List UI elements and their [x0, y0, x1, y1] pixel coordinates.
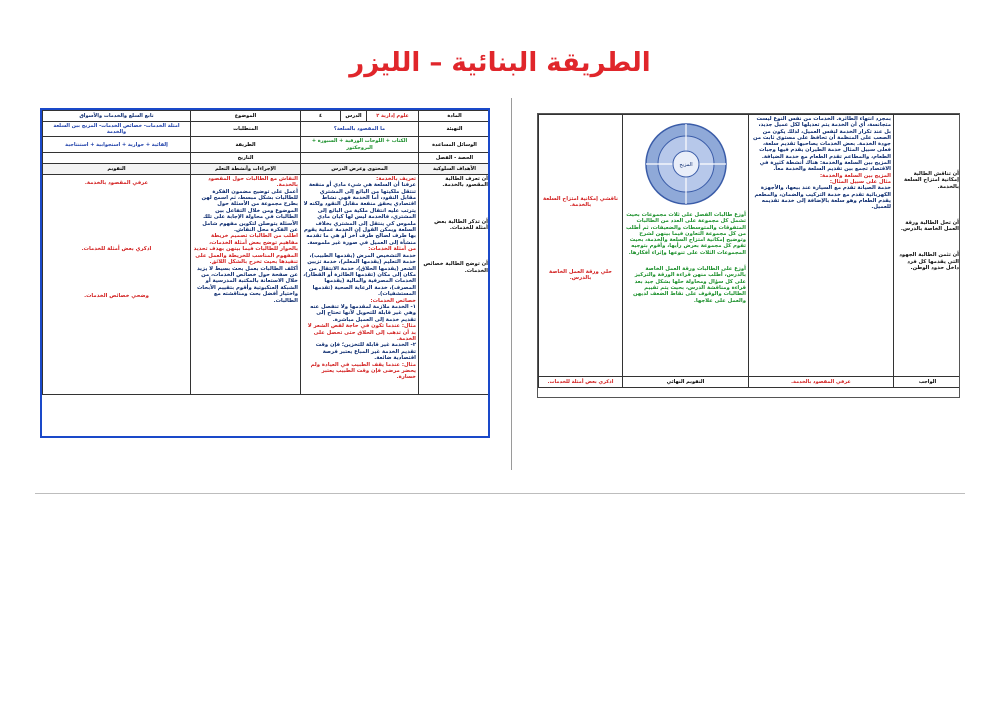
circle-label: المزيج	[678, 162, 693, 168]
lesson-plan-page-1	[40, 108, 490, 438]
objective-item: أن تذكر الطالبة بعض أمثلة للخدمات.	[434, 218, 488, 232]
page-title: الطريقة البنائية – الليزر	[349, 48, 651, 78]
procedure-item: أكلف الطالبات بعمل بحث بسيط لا يزيد عن صفحة حول خصائص الخدمات، من خلال الاستعانة بالمكتبة المدرسية أو الشبكة العنكبوتية وأقوم بتقييم الأبحاث واختيار أفضل بحث ومناقشته مع الطالبات.	[196, 265, 298, 304]
procedures-header: الإجراءات وأنشطة التعلم	[191, 163, 301, 174]
example-label: مثال على سبيل المثال:	[829, 178, 891, 185]
mixing-title: المزيج بين السلعة والخدمة:	[819, 172, 891, 179]
intro-value: ما المقصود بالسلعة؟	[301, 122, 419, 137]
procedures-text-2: أوزع على الطالبات ورقة العمل الخاصة بالدرس، أطلب منهن قراءة الورقة والتركيز على كل سؤال ومحاولة حلها بشكل جيد بعد قراءة ومناقشة الدرس، بحيث يتم تقييم الطالبات والوقوف على نقاط الضعف لديهن والعمل على علاجها.	[632, 266, 746, 304]
examples-title: من أمثلة الخدمات:	[368, 246, 416, 253]
evaluation-item: حلي ورقة العمل الخاصة بالدرس.	[549, 268, 612, 281]
page-divider	[511, 98, 512, 470]
objective-item: أن تناقش الطالبة إمكانية امتزاج السلعة بالخدمة.	[904, 171, 959, 190]
procedures-text: أوزع طالبات الفصل على ثلاث مجموعات بحيث تشمل كل مجموعة على العدد من الطالبات المتفوقات والمتوسطات والضعيفات، ثم أطلب من كل مجموعة التعاون فيما بينهن لشرح وتوضيح إمكانية امتزاج السلعة والخدمة، بحيث تقوم كل مجموعة بعرض رأيها، وأقوم بتوجيه المجموعات الثلاث على تنوعها وإثراء أفكارها.	[626, 212, 746, 256]
procedure-item: اطلب من الطالبات تصميم خريطة مفاهيم توضح بعض أمثلة الخدمات، بالحوار للطالبات فيما بينهن بهدف تحديد المفهوم المناسب للخريطة والعمل على تنفيذها بحيث تخرج بالشكل اللائق.	[193, 233, 298, 266]
definition-title: تعريف بالخدمة:	[376, 175, 416, 182]
date-value	[43, 152, 191, 163]
circle-diagram	[644, 122, 728, 206]
lesson-plan-page-2	[537, 113, 960, 398]
features-text-2: ٢- الخدمة غير قابلة للتخزين؛ فإن وقت تقديم الخدمة غير المباع يعتبر فرصة اقتصادية ضائعة.	[315, 342, 416, 362]
procedures-cell	[623, 115, 749, 377]
method-value: إلقائية + حوارية + استجوابية + استنتاجية	[43, 137, 191, 152]
bottom-rule	[35, 493, 965, 494]
class-label: الحصة - الفصل	[419, 152, 491, 163]
homework-label: الواجب	[894, 377, 961, 388]
procedures-cell	[191, 174, 301, 394]
procedure-item: أعمل على توضيح مضمون الفكرة للطالبات بشكل مبسط، ثم اسمح لهن بطرح مجموعة من الأسئلة حول الموضوع ومن خلال التفاعل بين الطالبات في محاولة الإجابة على تلك الأسئلة يتوصلن لتكوين مفهوم شامل عن الفكرة محل النقاش.	[201, 188, 298, 234]
content-header: المحتوى وعرض الدرس	[301, 163, 419, 174]
definition-text: عرفنا أن السلعة هي شيء مادي أو منفعة تنتقل ملكيتها من البائع إلى المشتري مقابل النقود، أما الخدمة فهي نشاط اقتصادي يحقق منفعة مقابل النقود ولكنه لا يترتب عليه انتقال ملكية من البائع إلى المشتري، فالخدمة ليس لها كيان مادي ملموس كي ينتقل إلى المشتري بخلاف السلعة ويمكن القول إن الخدمة عملية يقوم بها طرف لصالح طرف آخر أو هي ما تقدمه منشأة إلى العميل في صورة غير ملموسة.	[303, 182, 416, 246]
topic-label: الموضوع	[191, 111, 301, 122]
objectives-cell	[894, 115, 961, 377]
evaluation-cell	[43, 174, 191, 394]
example-2: مثال: عندما يقف الطبيب في العيادة ولم يحضر مرضى فإن وقت الطبيب يعتبر خسارة.	[310, 361, 416, 381]
req-label: المتطلبات	[191, 122, 301, 137]
class-value	[301, 152, 419, 163]
example-1: مثال: عندما تكون في حاجة لقص الشعر لا بد أن تذهب إلى الحلاق حتى تحصل على الخدمة.	[307, 323, 416, 342]
final-eval-value: اذكري بعض أمثلة للخدمات.	[539, 377, 623, 388]
evaluation-header: التقويم	[43, 163, 191, 174]
objectives-header: الأهداف السلوكية	[419, 163, 491, 174]
subject-value: علوم إدارية ٢	[367, 111, 419, 122]
examples-text: خدمة التشخيص المرض (يقدمها الطبيب)، خدمة التعليم (يقدمها المعلم)، خدمة تزيين الشعر (يقدمها الحلاق)، خدمة الانتقال من مكان إلى مكان (تقدمها الطائرة أو القطار)، الخدمات المصرفية والمالية (يقدمها المصرف)، خدمة الرعاية الصحية (تقدمها المستشفيات).	[303, 252, 416, 298]
objective-item: أن توضح الطالبة خصائص الخدمات.	[423, 261, 488, 274]
objective-item: أن تعرف الطالبة المقصود بالخدمة.	[442, 175, 488, 189]
final-eval-label: التقويم النهائي	[623, 377, 749, 388]
evaluation-item: اذكري بعض أمثلة للخدمات.	[81, 246, 152, 253]
lesson-plan-table	[42, 110, 490, 395]
features-text: ١- الخدمة ملازمة لمقدمها ولا تنفصل عنه وهي غير قابلة للتحويل لأنها تحتاج إلى تقديم خدمة إلى العميل مباشرة.	[310, 303, 416, 323]
objective-item: أن تثمن الطالبة الجهود التي يقدمها كل فرد داخل حدود الوطن.	[899, 252, 959, 272]
homework-value: عرفي المقصود بالخدمة.	[749, 377, 894, 388]
lesson-value: ٤	[301, 111, 341, 122]
evaluation-item: عرفي المقصود بالخدمة.	[84, 179, 149, 186]
objectives-cell	[419, 174, 491, 394]
evaluation-item: ناقشي إمكانية امتزاج السلعة بالخدمة.	[543, 196, 618, 209]
method-label: الطريقة	[191, 137, 301, 152]
concept-diagram	[625, 116, 746, 212]
intro-label: التهيئة	[419, 122, 491, 137]
date-label: التاريخ	[191, 152, 301, 163]
content-cell	[749, 115, 894, 377]
features-title: خصائص الخدمات:	[370, 297, 416, 304]
subject-label: المادة	[419, 111, 491, 122]
aids-label: الوسائل المساعدة	[419, 137, 491, 152]
evaluation-item: وضحي خصائص الخدمات.	[84, 292, 149, 299]
objective-item: أن تحل الطالبة ورقة العمل الخاصة بالدرس.	[900, 219, 959, 233]
procedure-item: النقاش مع الطالبات حول المقصود بالخدمة.	[208, 175, 298, 189]
aids-value: الكتاب + اللوحات الورقية + السبورة + البروجكتور	[301, 137, 419, 152]
example-text: خدمة الصيانة تقدم مع السيارة عند بيعها، والأجهزة الكهربائية تقدم مع خدمة التركيب والضمان، والمطعم يقدم الطعام وهو سلعة بالإضافة إلى خدمة تقديمه للعميل.	[754, 185, 891, 211]
content-cell	[301, 174, 419, 394]
content-text: بمجرد انتهاء الطائرة. الخدمات من نفس النوع ليست متجانسة، أي أن الخدمة يتم تعديلها لكل عميل جديد، بل عند تكرار الخدمة لنفس العميل، لذلك يكون من الصعب على المنظمة أن تحافظ على مستوى ثابت من جودة الخدمة. بعض الخدمات يصاحبها تقديم سلعة، فعلى سبيل المثال خدمة الطيران يقدم فيها وجبات الطعام، والمطاعم تقدم الطعام مع خدمة الضيافة. المزيج بين السلعة والخدمة: هناك أنشطة كثيرة في الاقتصاد تجمع بين تقديم السلعة والخدمة معاً.	[753, 116, 891, 173]
lesson-plan-table-continued	[538, 114, 960, 388]
lesson-label: الدرس	[341, 111, 367, 122]
topic-value: تابع السلع والخدمات والأسواق	[43, 111, 191, 122]
req-value: امثلة الخدمات- خصائص الخدمات- المزيج بين السلعة والخدمة	[43, 122, 191, 137]
evaluation-cell	[539, 115, 623, 377]
